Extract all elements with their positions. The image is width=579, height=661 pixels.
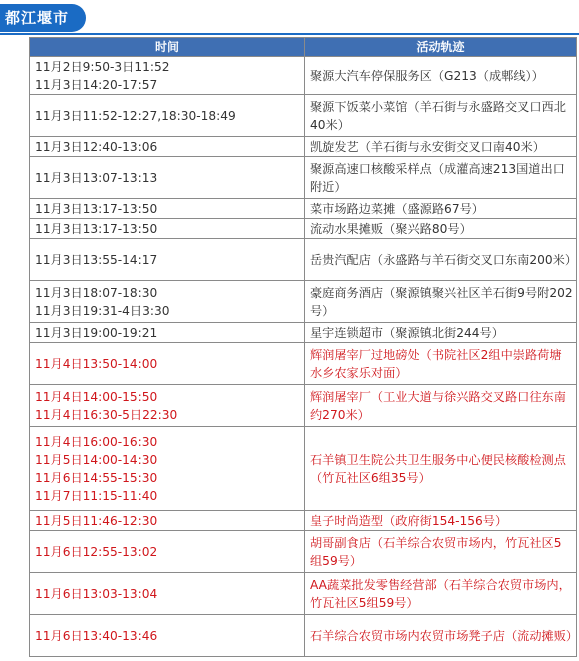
time-line: 11月3日19:00-19:21 xyxy=(35,326,158,340)
table-row xyxy=(30,615,577,657)
time-cell xyxy=(30,95,305,137)
table-row xyxy=(30,343,577,385)
table-row xyxy=(30,137,577,157)
table-row xyxy=(30,239,577,281)
time-line: 11月4日16:00-16:30 xyxy=(35,435,158,449)
time-cell xyxy=(30,281,305,323)
time-cell xyxy=(30,219,305,239)
activity-cell: 辉润屠宰厂过地磅处（书院社区2组中崇路荷塘水乡农家乐对面） xyxy=(305,343,577,385)
table-header-row xyxy=(30,38,577,57)
activity-cell: 聚源大汽车停保服务区（G213（成郫线）） xyxy=(305,57,577,95)
column-header-activity: 活动轨迹 xyxy=(305,38,577,57)
table-body xyxy=(30,57,577,657)
activity-cell: 豪庭商务酒店（聚源镇聚兴社区羊石街9号附202号） xyxy=(305,281,577,323)
activity-cell: 聚源下饭菜小菜馆（羊石街与永盛路交叉口西北40米） xyxy=(305,95,577,137)
time-line: 11月2日9:50-3日11:52 xyxy=(35,60,170,74)
activity-cell: 流动水果摊贩（聚兴路80号） xyxy=(305,219,577,239)
activity-cell: 石羊综合农贸市场内农贸市场凳子店（流动摊贩） xyxy=(305,615,577,657)
time-line: 11月7日11:15-11:40 xyxy=(35,489,158,503)
activity-cell: 辉润屠宰厂（工业大道与徐兴路交叉路口往东南约270米） xyxy=(305,385,577,427)
activity-cell: 岳贵汽配店（永盛路与羊石街交叉口东南200米） xyxy=(305,239,577,281)
time-cell xyxy=(30,137,305,157)
time-cell xyxy=(30,343,305,385)
time-line: 11月4日13:50-14:00 xyxy=(35,357,158,371)
time-cell xyxy=(30,57,305,95)
itinerary-table xyxy=(29,37,577,657)
time-cell xyxy=(30,531,305,573)
activity-cell: 凯旋发艺（羊石街与永安街交叉口南40米） xyxy=(305,137,577,157)
activity-cell: 菜市场路边菜摊（盛源路67号） xyxy=(305,199,577,219)
time-line: 11月6日14:55-15:30 xyxy=(35,471,158,485)
time-cell xyxy=(30,323,305,343)
activity-cell: 胡哥副食店（石羊综合农贸市场内，竹瓦社区5组59号） xyxy=(305,531,577,573)
table-row xyxy=(30,219,577,239)
table-row xyxy=(30,95,577,137)
time-cell xyxy=(30,239,305,281)
table-row xyxy=(30,385,577,427)
activity-cell: 皇子时尚造型（政府街154-156号） xyxy=(305,511,577,531)
region-badge: 都江堰市 xyxy=(0,4,86,32)
time-line: 11月3日12:40-13:06 xyxy=(35,140,158,154)
table-row xyxy=(30,573,577,615)
time-line: 11月4日14:00-15:50 xyxy=(35,390,158,404)
table-row xyxy=(30,427,577,511)
activity-cell: 聚源高速口核酸采样点（成灌高速213国道出口附近） xyxy=(305,157,577,199)
time-cell xyxy=(30,199,305,219)
activity-cell: 石羊镇卫生院公共卫生服务中心便民核酸检测点（竹瓦社区6组35号） xyxy=(305,427,577,511)
time-cell xyxy=(30,615,305,657)
table-row xyxy=(30,281,577,323)
time-line: 11月6日12:55-13:02 xyxy=(35,545,158,559)
time-line: 11月4日16:30-5日22:30 xyxy=(35,408,178,422)
time-cell xyxy=(30,157,305,199)
time-line: 11月5日11:46-12:30 xyxy=(35,514,158,528)
time-cell xyxy=(30,427,305,511)
time-line: 11月3日11:52-12:27,18:30-18:49 xyxy=(35,109,236,123)
time-line: 11月3日14:20-17:57 xyxy=(35,78,158,92)
table-row xyxy=(30,199,577,219)
time-line: 11月6日13:40-13:46 xyxy=(35,629,158,643)
activity-cell: 星宇连锁超市（聚源镇北街244号） xyxy=(305,323,577,343)
time-line: 11月3日19:31-4日3:30 xyxy=(35,304,170,318)
table-row xyxy=(30,511,577,531)
time-line: 11月3日13:17-13:50 xyxy=(35,202,158,216)
time-line: 11月3日13:55-14:17 xyxy=(35,253,158,267)
time-cell xyxy=(30,511,305,531)
header-divider xyxy=(0,33,579,35)
time-cell xyxy=(30,573,305,615)
time-line: 11月6日13:03-13:04 xyxy=(35,587,158,601)
activity-cell: AA蔬菜批发零售经营部（石羊综合农贸市场内，竹瓦社区5组59号） xyxy=(305,573,577,615)
table-row xyxy=(30,323,577,343)
time-cell xyxy=(30,385,305,427)
table-row xyxy=(30,57,577,95)
table-row xyxy=(30,157,577,199)
time-line: 11月5日14:00-14:30 xyxy=(35,453,158,467)
time-line: 11月3日18:07-18:30 xyxy=(35,286,158,300)
column-header-time: 时间 xyxy=(30,38,305,57)
time-line: 11月3日13:17-13:50 xyxy=(35,222,158,236)
time-line: 11月3日13:07-13:13 xyxy=(35,171,158,185)
table-row xyxy=(30,531,577,573)
